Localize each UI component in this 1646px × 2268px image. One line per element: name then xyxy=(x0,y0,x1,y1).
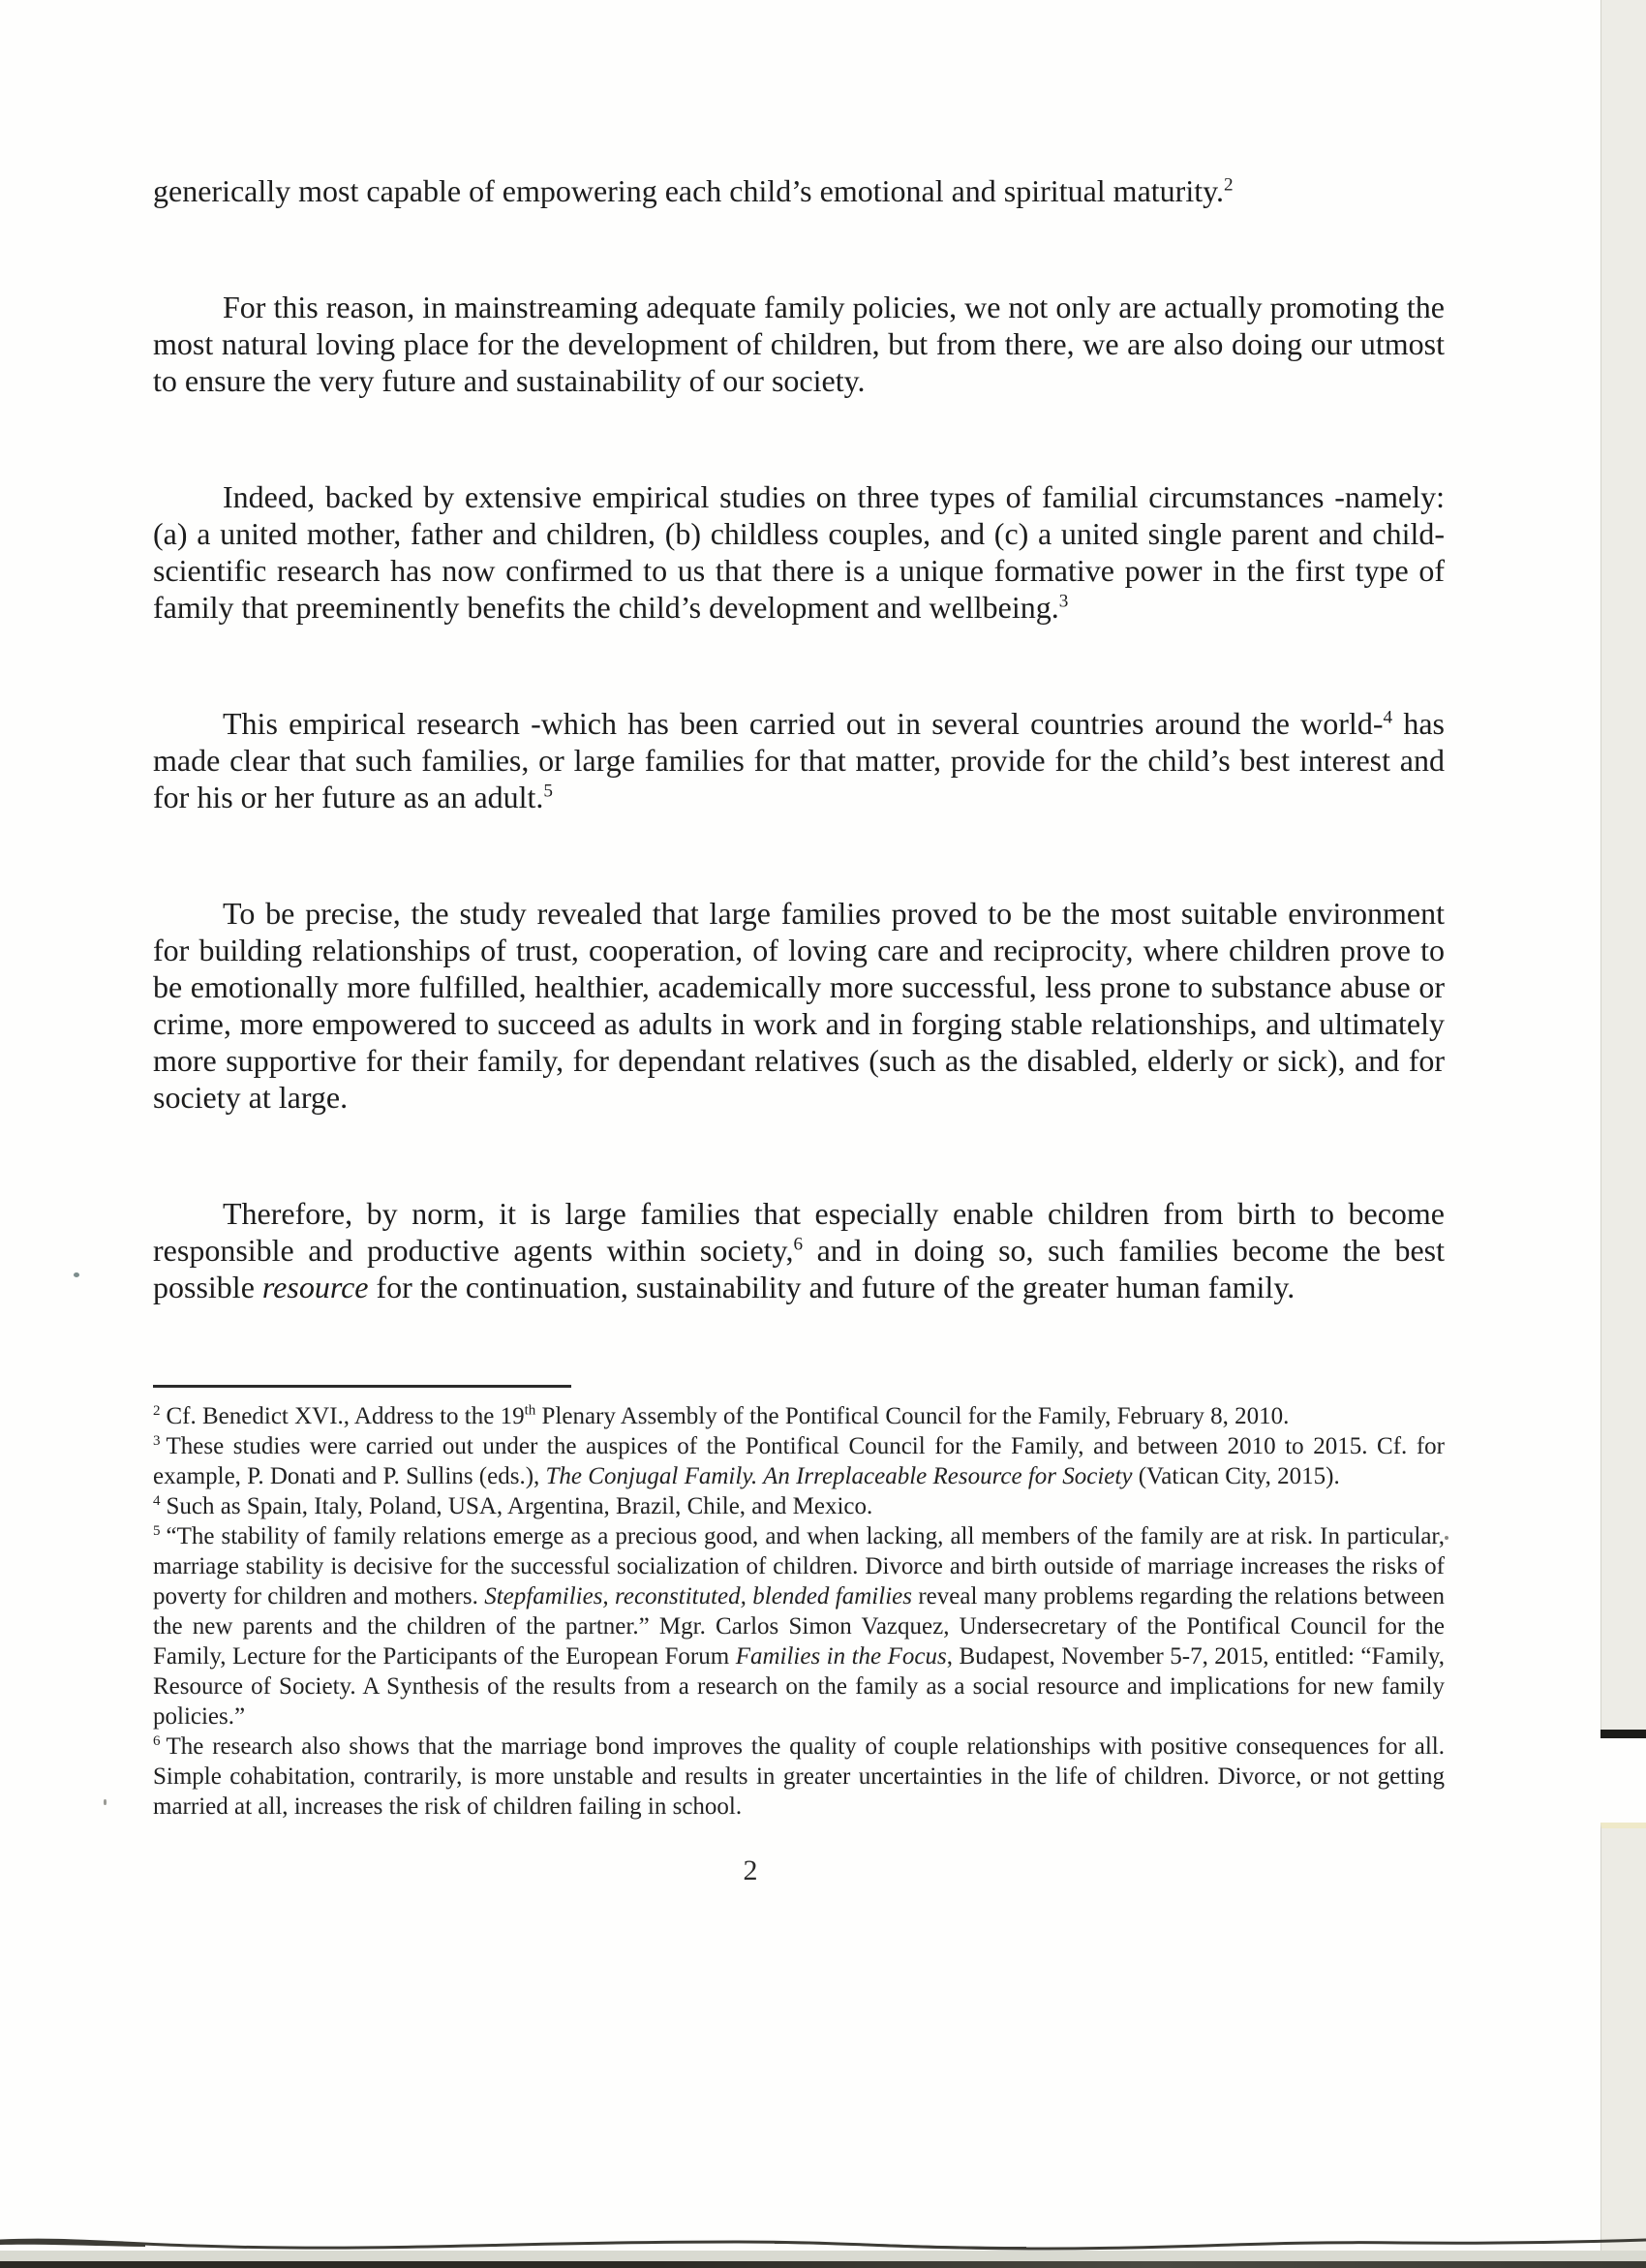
footnotes-block xyxy=(153,1401,1445,1822)
paragraph: For this reason, in mainstreaming adequate family policies, we not only are actually promoting the most natural loving place for the development of children, but from there, we are also doing our utmost to ensure the very future and sustainability of our society. xyxy=(153,290,1445,398)
footnote-text: The research also shows that the marriage bond improves the quality of couple relationships with positive consequences for all. Simple cohabitation, contrarily, is more unstable and results in greater uncertainties in the life of children. Divorce, or not getting married at all, increases the risk of children failing in school. xyxy=(153,1733,1445,1820)
paragraph: Indeed, backed by extensive empirical studies on three types of familial circumstances -namely: (a) a united mother, father and children, (b) childless couples, and (c) a united single parent and child- scientific research has now confirmed to us that there is a unique formative power in the first type of family that preeminently benefits the child’s development and wellbeing.$^3$ xyxy=(153,479,1445,625)
footnote-marker: 4 xyxy=(153,1492,161,1509)
scan-smudge xyxy=(1445,1536,1448,1540)
paragraph: This empirical research -which has been carried out in several countries around the world-$^4$ has made clear that such families, or large families for that matter, provide for the child’s best interest and for his or her future as an adult.$^5$ xyxy=(153,706,1446,814)
footnote-marker: 3 xyxy=(153,1432,161,1449)
page-number: 2 xyxy=(743,1854,758,1886)
paragraph: Therefore, by norm, it is large families that especially enable children from birth to become responsible and productive agents within society,$^6$ and in doing so, such families become the best possible resource for the continuation, sustainability and future of the greater human family. xyxy=(153,1196,1446,1304)
scan-bottom-edge xyxy=(0,2233,1646,2253)
scan-edge-strip xyxy=(1600,1823,1646,2268)
footnote-marker: 5 xyxy=(153,1522,161,1539)
footnote-text: Cf. Benedict XVI., Address to the 19th Plenary Assembly of the Pontifical Council for the Family, February 8, 2010. xyxy=(166,1402,1290,1429)
footnote xyxy=(153,1401,1445,1431)
footnote xyxy=(153,1732,1445,1822)
scan-bottom-strip xyxy=(0,2251,1646,2261)
footnote-separator xyxy=(153,1385,571,1388)
scan-edge-mark xyxy=(1600,1730,1646,1738)
footnote xyxy=(153,1491,1445,1521)
scan-edge-strip xyxy=(1600,0,1646,1730)
footnote-text: Such as Spain, Italy, Poland, USA, Argentina, Brazil, Chile, and Mexico. xyxy=(166,1493,873,1519)
footnote xyxy=(153,1431,1445,1491)
footnote xyxy=(153,1521,1445,1732)
scan-smudge xyxy=(74,1272,79,1277)
paragraph: generically most capable of empowering each child’s emotional and spiritual maturity.$^2$ xyxy=(153,173,1234,208)
footnote-marker: 6 xyxy=(153,1732,161,1749)
footnote-text: These studies were carried out under the auspices of the Pontifical Council for the Family, and between 2010 to 2015. Cf. for example, P. Donati and P. Sullins (eds.), The Conjugal Family. An Irreplaceable Resource for Society (Vatican City, 2015). xyxy=(153,1433,1445,1489)
page-content xyxy=(153,0,1445,1887)
scan-bottom-bar xyxy=(0,2261,1646,2268)
footnote-marker: 2 xyxy=(153,1402,161,1419)
scan-smudge xyxy=(104,1799,107,1805)
footnote-text: “The stability of family relations emerge as a precious good, and when lacking, all members of the family are at risk. In particular, marriage stability is decisive for the successful socialization of children. Divorce and birth outside of marriage increases the risks of poverty for children and mothers. Stepfamilies, reconstituted, blended families reveal many problems regarding the relations between the new parents and the children of the partner.” Mgr. Carlos Simon Vazquez, Undersecretary of the Pontifical Council for the Family, Lecture for the Participants of the European Forum Families in the Focus, Budapest, November 5-7, 2015, entitled: “Family, Resource of Society. A Synthesis of the results from a research on the family as a social resource and implications for new family policies.” xyxy=(153,1523,1445,1730)
paragraph: To be precise, the study revealed that large families proved to be the most suitable environment for building relationships of trust, cooperation, of loving care and reciprocity, where children prove to be emotionally more fulfilled, healthier, academically more successful, less prone to substance abuse or crime, more empowered to succeed as adults in work and in forging stable relationships, and ultimately more supportive for their family, for dependant relatives (such as the disabled, elderly or sick), and for society at large. xyxy=(153,896,1445,1115)
